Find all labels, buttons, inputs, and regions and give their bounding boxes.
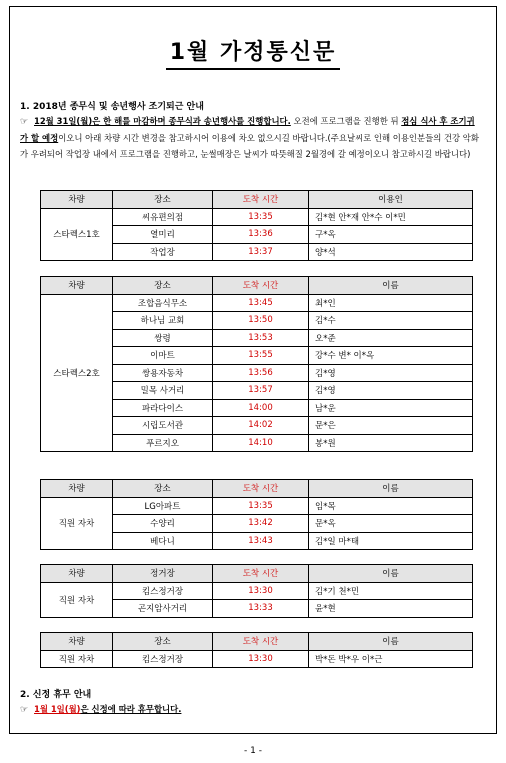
name-cell: 구*옥 xyxy=(309,226,473,244)
title-wrap xyxy=(10,35,496,70)
col-header-time: 도착 시간 xyxy=(213,480,309,498)
name-cell: 남*운 xyxy=(309,399,473,417)
col-header-place: 장소 xyxy=(113,633,213,651)
place-cell: 킴스정거장 xyxy=(113,650,213,668)
name-cell: 윤*현 xyxy=(309,600,473,618)
place-cell: 쌍용자동차 xyxy=(113,364,213,382)
place-cell: 파라다이스 xyxy=(113,399,213,417)
vehicle-cell: 스타렉스1호 xyxy=(41,208,113,261)
col-header-vehicle: 차량 xyxy=(41,565,113,583)
col-header-name: 이름 xyxy=(309,277,473,295)
vehicle-cell: 스타렉스2호 xyxy=(41,294,113,452)
col-header-place: 장소 xyxy=(113,191,213,209)
time-cell: 13:36 xyxy=(213,226,309,244)
place-cell: 푸르지오 xyxy=(113,434,213,452)
vehicle-cell: 직원 자차 xyxy=(41,650,113,668)
name-cell: 문*은 xyxy=(309,417,473,435)
time-cell: 13:33 xyxy=(213,600,309,618)
vehicle-cell: 직원 자차 xyxy=(41,497,113,550)
time-cell: 13:37 xyxy=(213,243,309,261)
holiday-date-text: 1월 1일(월) xyxy=(34,704,81,714)
table-row xyxy=(41,294,473,312)
notice-text-d: 이오니 아래 차량 시간 변경을 참고하시어 이용에 차오 없으시길 바랍니다.(주요날씨로 인해 이용인분들의 건강 악화가 우려되어 작업장 내에서 프로그램을 진행하고, 눈썰매장은 날씨가 따뜻해질 2월경에 갈 예정이오니 참고하시길 바랍니다) xyxy=(20,133,479,159)
col-header-name: 이름 xyxy=(309,633,473,651)
col-header-time: 도착 시간 xyxy=(213,277,309,295)
time-cell: 13:56 xyxy=(213,364,309,382)
time-cell: 13:43 xyxy=(213,532,309,550)
table-row xyxy=(41,582,473,600)
table-header-row xyxy=(41,480,473,498)
place-cell: 곤지암사거리 xyxy=(113,600,213,618)
section1-paragraph xyxy=(20,113,482,162)
place-cell: 이마트 xyxy=(113,347,213,365)
col-header-place: 정거장 xyxy=(113,565,213,583)
time-cell: 13:30 xyxy=(213,582,309,600)
name-cell: 김*수 xyxy=(309,312,473,330)
table-header-row xyxy=(41,565,473,583)
time-cell: 13:30 xyxy=(213,650,309,668)
place-cell: 작업장 xyxy=(113,243,213,261)
page-number: - 1 - xyxy=(244,746,262,756)
schedule-table-1 xyxy=(40,190,473,261)
table-row xyxy=(41,497,473,515)
col-header-name: 이용인 xyxy=(309,191,473,209)
name-cell: 김*영 xyxy=(309,382,473,400)
name-cell: 최*인 xyxy=(309,294,473,312)
table-header-row xyxy=(41,633,473,651)
section2-heading: 2. 신정 휴무 안내 xyxy=(20,690,92,700)
col-header-vehicle: 차량 xyxy=(41,191,113,209)
time-cell: 13:35 xyxy=(213,497,309,515)
col-header-vehicle: 차량 xyxy=(41,277,113,295)
name-cell: 김*영 xyxy=(309,364,473,382)
name-cell: 임*목 xyxy=(309,497,473,515)
schedule-table-5 xyxy=(40,632,473,668)
col-header-vehicle: 차량 xyxy=(41,480,113,498)
notice-text-b: 오전에 프로그램을 진행한 뒤 xyxy=(290,116,402,126)
place-cell: 수양리 xyxy=(113,515,213,533)
col-header-place: 장소 xyxy=(113,480,213,498)
section2-paragraph xyxy=(20,701,482,718)
time-cell: 13:45 xyxy=(213,294,309,312)
table-header-row xyxy=(41,277,473,295)
time-cell: 14:00 xyxy=(213,399,309,417)
time-cell: 13:55 xyxy=(213,347,309,365)
name-cell: 봉*원 xyxy=(309,434,473,452)
col-header-name: 이름 xyxy=(309,565,473,583)
notice-date-text: 12월 31일(월)은 한 해를 마감하며 종무식과 송년행사를 진행합니다. xyxy=(34,116,291,126)
name-cell: 김*현 안*재 안*수 이*민 xyxy=(309,208,473,226)
place-cell: 열미리 xyxy=(113,226,213,244)
place-cell: 밀목 사거리 xyxy=(113,382,213,400)
col-header-time: 도착 시간 xyxy=(213,191,309,209)
name-cell: 강*수 변* 이*옥 xyxy=(309,347,473,365)
place-cell: 조합음식무소 xyxy=(113,294,213,312)
table-row xyxy=(41,650,473,668)
place-cell: 베다니 xyxy=(113,532,213,550)
name-cell: 오*준 xyxy=(309,329,473,347)
table-row xyxy=(41,208,473,226)
place-cell: 시립도서관 xyxy=(113,417,213,435)
col-header-time: 도착 시간 xyxy=(213,633,309,651)
notice-early-home-text: 점심 식사 후 조기귀가 할 예정 xyxy=(20,116,475,143)
name-cell: 문*옥 xyxy=(309,515,473,533)
col-header-place: 장소 xyxy=(113,277,213,295)
page-title: 1월 가정통신문 xyxy=(166,35,340,70)
place-cell: 하나님 교회 xyxy=(113,312,213,330)
schedule-table-3 xyxy=(40,479,473,550)
pointing-hand-icon: ☞ xyxy=(20,117,29,127)
time-cell: 13:53 xyxy=(213,329,309,347)
time-cell: 14:10 xyxy=(213,434,309,452)
col-header-name: 이름 xyxy=(309,480,473,498)
time-cell: 13:50 xyxy=(213,312,309,330)
vehicle-cell: 직원 자차 xyxy=(41,582,113,617)
name-cell: 김*기 천*민 xyxy=(309,582,473,600)
schedule-table-4 xyxy=(40,564,473,618)
name-cell: 김*일 마*태 xyxy=(309,532,473,550)
name-cell: 박*돈 박*우 이*근 xyxy=(309,650,473,668)
col-header-vehicle: 차량 xyxy=(41,633,113,651)
document-page xyxy=(9,6,497,734)
section1-heading: 1. 2018년 종무식 및 송년행사 조기퇴근 안내 xyxy=(20,102,204,112)
pointing-hand-icon: ☞ xyxy=(20,705,29,715)
place-cell: 씨유편의점 xyxy=(113,208,213,226)
col-header-time: 도착 시간 xyxy=(213,565,309,583)
place-cell: LG아파트 xyxy=(113,497,213,515)
time-cell: 14:02 xyxy=(213,417,309,435)
place-cell: 쌍령 xyxy=(113,329,213,347)
time-cell: 13:42 xyxy=(213,515,309,533)
name-cell: 양*석 xyxy=(309,243,473,261)
table-header-row xyxy=(41,191,473,209)
place-cell: 킴스정거장 xyxy=(113,582,213,600)
time-cell: 13:35 xyxy=(213,208,309,226)
schedule-table-2 xyxy=(40,276,473,452)
holiday-rest-text: 은 신정에 따라 휴무합니다. xyxy=(80,704,182,714)
time-cell: 13:57 xyxy=(213,382,309,400)
